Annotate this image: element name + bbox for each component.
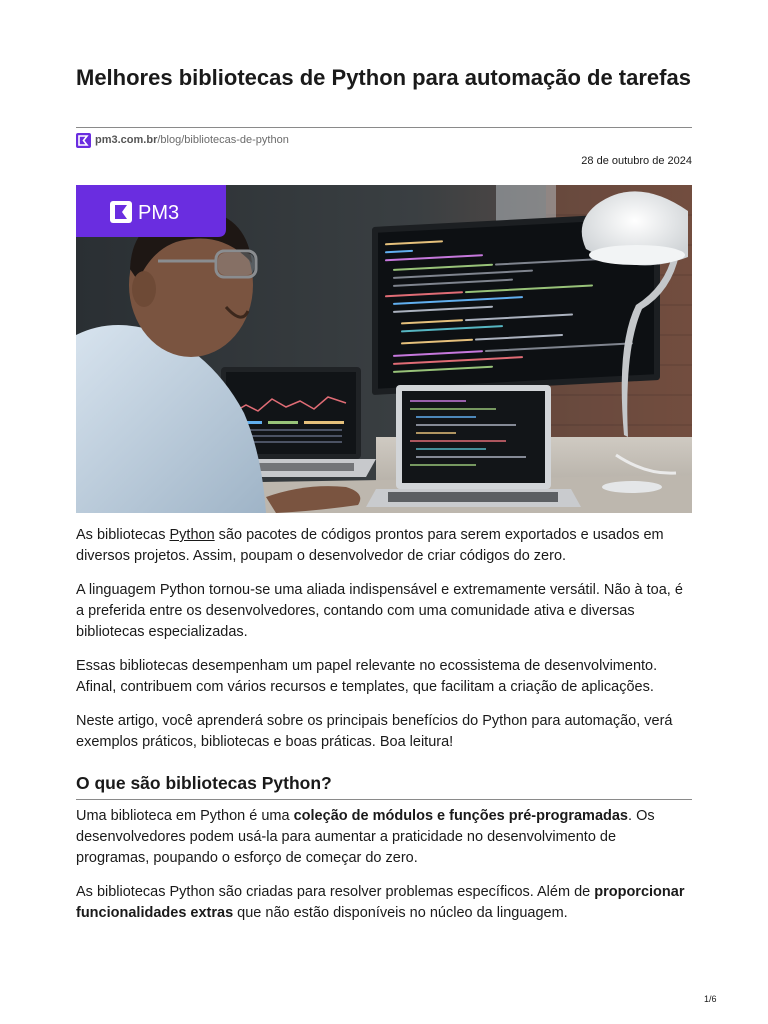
paragraph-6	[76, 882, 692, 924]
p5-bold-text: coleção de módulos e funções pré-programadas	[293, 808, 629, 824]
paragraph-5	[76, 806, 692, 869]
paragraph-1	[76, 525, 692, 567]
hero-image	[76, 185, 692, 513]
paragraph-3: Essas bibliotecas desempenham um papel relevante no ecossistema de desenvolvimento. Afinal, contribuem com vários recursos e templates, que facilitam a criação de aplicações.	[76, 658, 658, 695]
article-title: Melhores bibliotecas de Python para automação de tarefas	[76, 65, 691, 90]
source-line[interactable]	[76, 132, 289, 148]
section-heading: O que são bibliotecas Python?	[76, 773, 332, 793]
p6-text-start: As bibliotecas Python são criadas para resolver problemas específicos. Além de	[76, 884, 595, 900]
p1-text-start: As bibliotecas	[76, 527, 170, 543]
page-number: 1/6	[704, 994, 717, 1004]
p1-text-end: são pacotes de códigos prontos para serem exportados e usados em diversos projetos. Assim, poupam o desenvolvedor de criar códigos do zero.	[76, 527, 664, 564]
source-path: /blog/bibliotecas-de-python	[157, 134, 289, 146]
source-domain: pm3.com.br	[95, 134, 158, 146]
p5-text-end: . Os desenvolvedores podem usá-la para aumentar a praticidade no desenvolvimento de programas, poupando o esforço de começar do zero.	[76, 808, 655, 866]
article-body	[76, 525, 692, 937]
p5-text-start: Uma biblioteca em Python é uma	[76, 808, 294, 824]
p6-text-end: que não estão disponíveis no núcleo da linguagem.	[233, 905, 568, 921]
hero-logo-text: PM3	[138, 202, 180, 224]
pm3-favicon-icon	[76, 133, 91, 148]
p6-bold-text: proporcionar funcionalidades extras	[76, 884, 685, 921]
title-divider	[76, 127, 692, 128]
paragraph-2: A linguagem Python tornou-se uma aliada indispensável e extremamente versátil. Não à toa, é a preferida entre os desenvolvedores, contando com uma comunidade ativa e diversas bibliotecas especializadas.	[76, 582, 683, 640]
section-divider	[76, 799, 692, 800]
publish-date: 28 de outubro de 2024	[581, 155, 692, 167]
python-link[interactable]: Python	[169, 527, 215, 543]
paragraph-4: Neste artigo, você aprenderá sobre os principais benefícios do Python para automação, verá exemplos práticos, bibliotecas e boas práticas. Boa leitura!	[76, 713, 673, 750]
